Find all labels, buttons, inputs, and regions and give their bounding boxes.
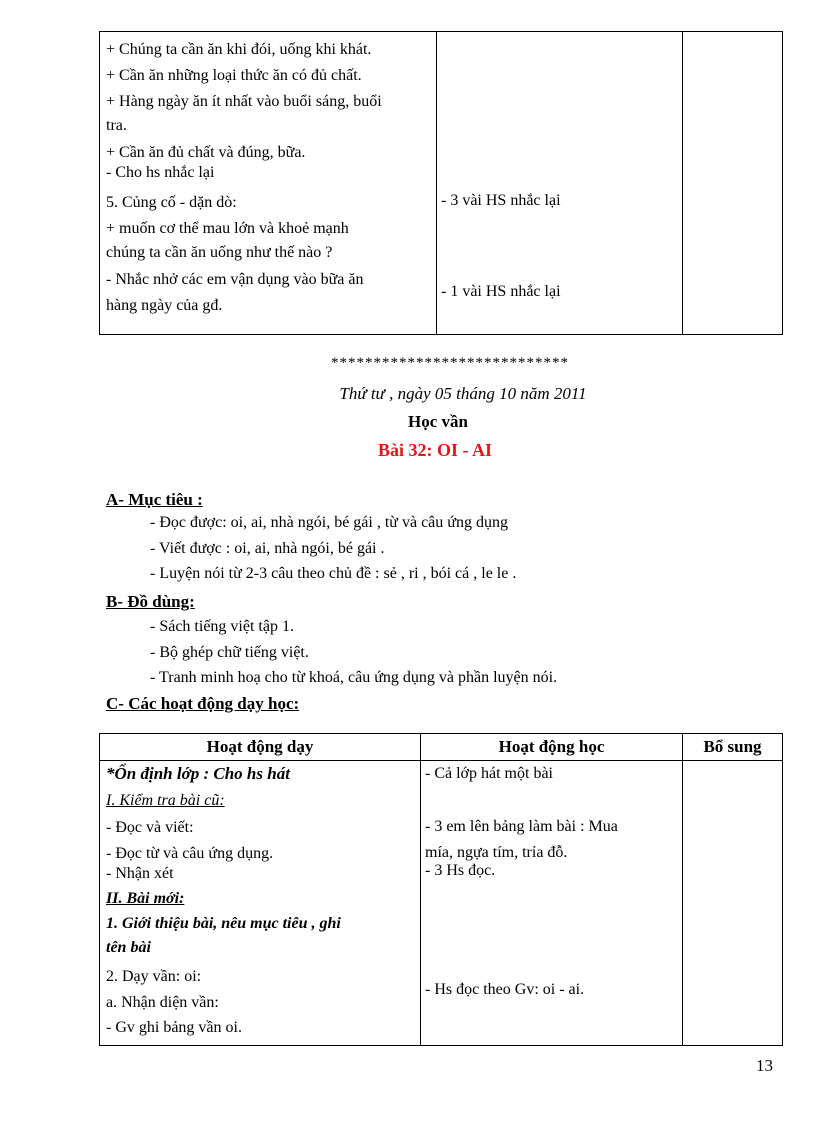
lesson-heading — [378, 440, 492, 461]
activity-line: a. Nhận diện vần: — [106, 994, 219, 1011]
header-supplement: Bổ sung — [703, 737, 762, 756]
activity-line: - Đọc và viết: — [106, 819, 194, 836]
activity-line: - Đọc từ và câu ứng dụng. — [106, 845, 274, 862]
student-line: - Hs đọc theo Gv: oi - ai. — [425, 981, 585, 998]
student-line: - 3 Hs đọc. — [425, 862, 496, 879]
top-left-line: tra. — [106, 117, 127, 134]
section-a-item: - Luyện nói từ 2-3 câu theo chủ đề : sẻ , ri , bói cá , le le . — [150, 565, 517, 582]
date-line: Thứ tư , ngày 05 tháng 10 năm 2011 — [339, 384, 587, 403]
intro-line — [106, 914, 341, 934]
top-left-line: + Cần ăn đủ chất và đúng, bữa. — [106, 144, 306, 161]
subject-title: Học vần — [408, 412, 468, 431]
student-line: - 3 em lên bảng làm bài : Mua — [425, 818, 618, 835]
header-teacher-activity: Hoạt động dạy — [206, 737, 314, 756]
top-mid-line: - 1 vài HS nhắc lại — [441, 283, 561, 300]
activity-line: - Gv ghi bảng vần oi. — [106, 1019, 242, 1036]
top-left-line: + Cần ăn những loại thức ăn có đủ chất. — [106, 67, 362, 84]
activity-line: - Nhận xét — [106, 865, 174, 882]
top-left-line: - Nhắc nhở các em vận dụng vào bữa ăn — [106, 271, 364, 288]
header-student-activity: Hoạt động học — [498, 737, 605, 756]
section-a-item: - Viết được : oi, ai, nhà ngói, bé gái . — [150, 540, 385, 557]
student-line: - Cả lớp hát một bài — [425, 765, 553, 782]
section-a-item: - Đọc được: oi, ai, nhà ngói, bé gái , từ và câu ứng dụng — [150, 514, 508, 531]
section-b-heading: B- Đồ dùng: — [106, 592, 195, 611]
new-lesson-heading: II. Bài mới: — [106, 890, 185, 907]
top-left-line: chúng ta cần ăn uống như thế nào ? — [106, 244, 333, 261]
separator-stars: **************************** — [331, 355, 569, 371]
intro-part-a: 1. Giới thiệu bài, — [106, 915, 218, 932]
page-number: 13 — [756, 1056, 773, 1075]
old-lesson-heading: I. Kiểm tra bài cũ: — [106, 792, 225, 809]
top-left-line: hàng ngày của gđ. — [106, 297, 223, 314]
student-line: mía, ngựa tím, trỉa đỗ. — [425, 844, 568, 861]
section-a-heading: A- Mục tiêu : — [106, 490, 203, 509]
warmup-line: *Ổn định lớp : Cho hs hát — [106, 764, 290, 783]
activity-line: 2. Dạy vần: oi: — [106, 968, 202, 985]
top-left-line: + Hàng ngày ăn ít nhất vào buổi sáng, buổi — [106, 93, 382, 110]
top-left-line: 5. Củng cố - dặn dò: — [106, 194, 237, 211]
lesson-prefix: Bài 32: — [378, 440, 433, 460]
intro-part-b: nêu mục tiêu , ghi — [221, 915, 341, 932]
top-left-line: + muốn cơ thể mau lớn và khoẻ mạnh — [106, 220, 349, 237]
section-c-heading: C- Các hoạt động dạy học: — [106, 694, 300, 713]
top-left-line: + Chúng ta cần ăn khi đói, uống khi khát. — [106, 41, 372, 58]
section-b-item: - Sách tiếng việt tập 1. — [150, 618, 294, 635]
section-b-item: - Tranh minh hoạ cho từ khoá, câu ứng dụng và phần luyện nói. — [150, 669, 558, 686]
lesson-title: OI - AI — [437, 440, 493, 460]
section-b-item: - Bộ ghép chữ tiếng việt. — [150, 644, 309, 661]
top-left-line: - Cho hs nhắc lại — [106, 164, 215, 181]
intro-line-2: tên bài — [106, 939, 151, 956]
top-mid-line: - 3 vài HS nhắc lại — [441, 192, 561, 209]
